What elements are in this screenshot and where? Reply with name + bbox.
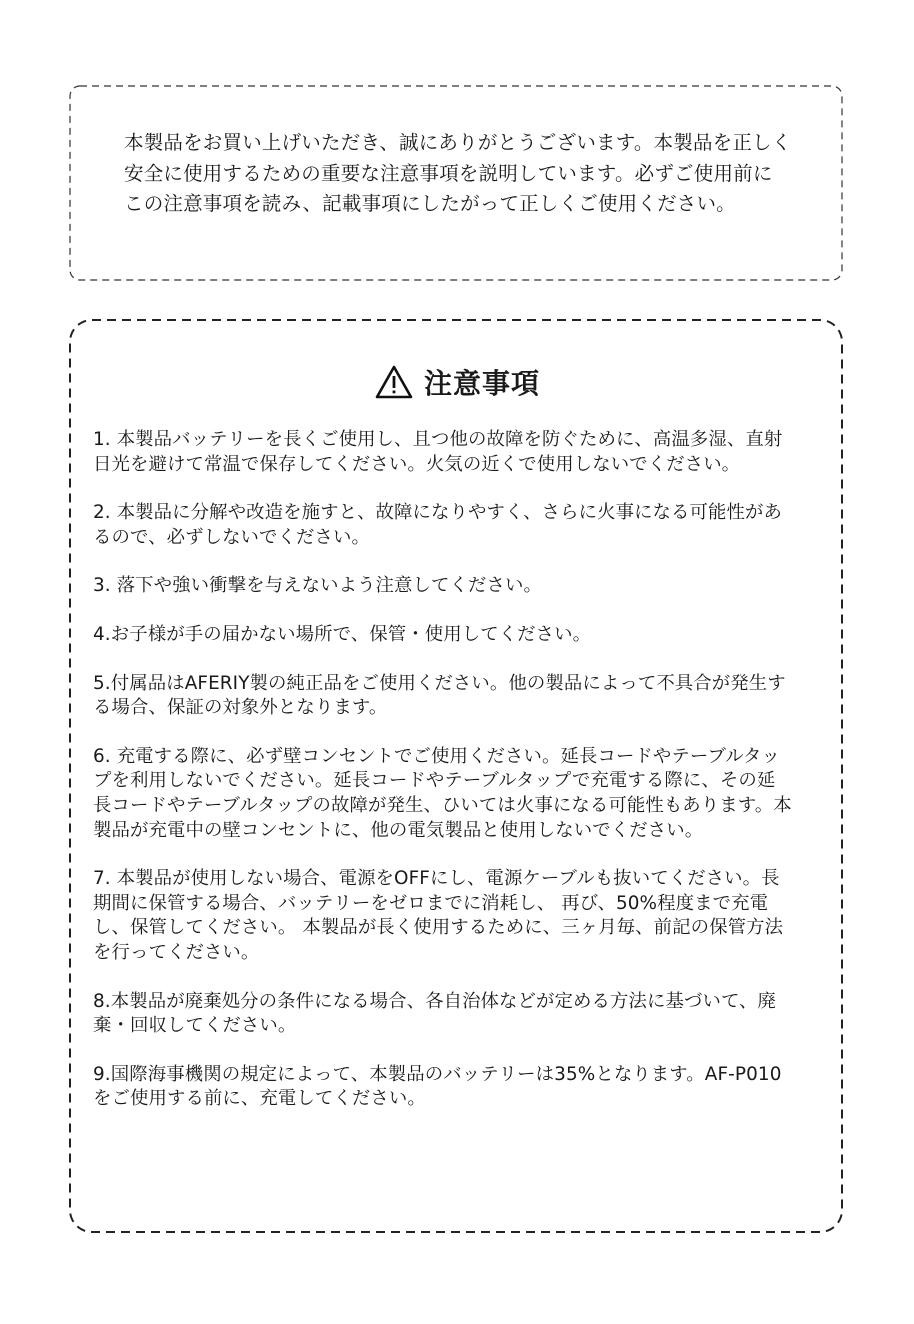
warning-triangle-icon — [374, 364, 414, 400]
notice-list — [93, 428, 793, 1136]
notice-item-9: 9.国際海事機関の規定によって、本製品のバッテリーは35%となります。AF-P010をご使用する前に、充電してください。 — [93, 1063, 782, 1110]
intro-paragraph: 本製品をお買い上げいただき、誠にありがとうございます。本製品を正しく安全に使用するための重要な注意事項を説明しています。必ずご使用前にこの注意事項を読み、記載事項にしたがって正しくご使用ください。 — [124, 131, 792, 215]
notice-item-8: 8.本製品が廃棄処分の条件になる場合、各自治体などが定める方法に基づいて、廃棄・回収してください。 — [93, 990, 777, 1037]
notice-item-3: 3. 落下や強い衝撃を与えないよう注意してください。 — [93, 575, 542, 597]
notice-title: 注意事項 — [423, 367, 540, 400]
notice-item-4: 4.お子様が手の届かない場所で、保管・使用してください。 — [93, 623, 592, 645]
notice-item-2: 2. 本製品に分解や改造を施すと、故障になりやすく、さらに火事になる可能性があるので、必ずしないでください。 — [93, 502, 782, 548]
notice-item-6: 6. 充電する際に、必ず壁コンセントでご使用ください。延長コードやテーブルタップを利用しないでください。延長コードやテーブルタップで充電する際に、その延長コードやテーブルタップの故障が発生、ひいては火事になる可能性もあります。本製品が充電中の壁コンセントに、他の電気製品と使用しないでください。 — [93, 745, 792, 841]
notice-heading — [0, 360, 914, 404]
notice-item-7: 7. 本製品が使用しない場合、電源をOFFにし、電源ケーブルも抜いてください。長期間に保管する場合、バッテリーをゼロまでに消耗し、 再び、50%程度まで充電し、保管してください。 本製品が長く使用するために、三ヶ月毎、前記の保管方法を行ってください。 — [93, 868, 784, 963]
notice-item-1: 1. 本製品バッテリーを長くご使用し、且つ他の故障を防ぐために、高温多湿、直射日光を避けて常温で保存してください。火気の近くで使用しないでください。 — [93, 429, 783, 475]
notice-item-5: 5.付属品はAFERIY製の純正品をご使用ください。他の製品によって不具合が発生する場合、保証の対象外となります。 — [93, 672, 786, 719]
